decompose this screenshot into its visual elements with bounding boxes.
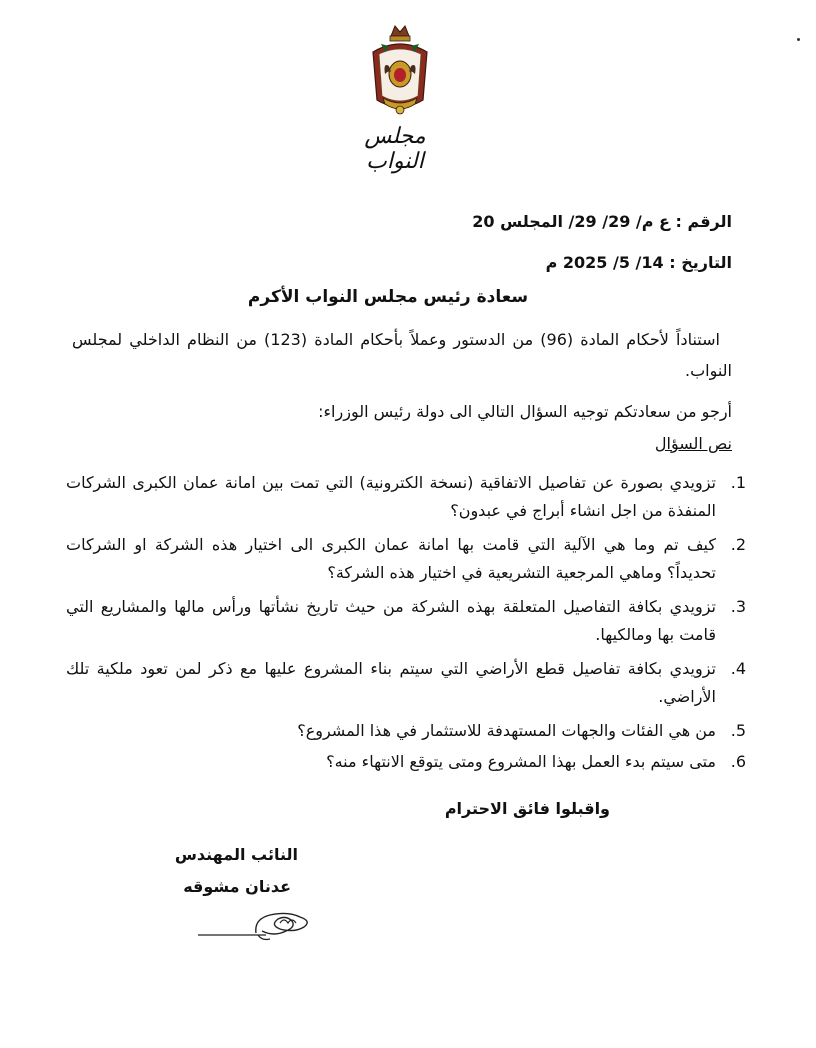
question-number: 5. — [730, 721, 746, 740]
question-item — [66, 717, 746, 745]
question-item — [66, 655, 746, 711]
question-number: 2. — [730, 535, 746, 554]
question-text: تزويدي بصورة عن تفاصيل الاتفاقية (نسخة الكترونية) التي تمت بين امانة عمان الكبرى الشركات المنفذة من اجل انشاء أبراج في عبدون؟ — [66, 473, 716, 520]
question-text: تزويدي بكافة التفاصيل المتعلقة بهذه الشركة من حيث تاريخ نشأتها ورأس مالها والمشاريع التي قامت بها ومالكيها. — [66, 597, 716, 644]
salutation: سعادة رئيس مجلس النواب الأكرم — [247, 287, 529, 307]
council-name-calligraphy: مجلس النواب — [364, 124, 426, 174]
jordan-royal-crest-icon — [365, 22, 435, 122]
question-number: 4. — [730, 659, 746, 678]
signatory-name: عدنان مشوقه — [183, 877, 291, 896]
scan-speck — [797, 38, 800, 41]
question-text: متى سيتم بدء العمل بهذا المشروع ومتى يتوقع الانتهاء منه؟ — [326, 752, 716, 771]
question-number: 3. — [730, 597, 746, 616]
question-number: 1. — [730, 473, 746, 492]
document-date: التاريخ : 14/ 5/ 2025 م — [545, 253, 732, 272]
question-number: 6. — [730, 752, 746, 771]
question-text: من هي الفئات والجهات المستهدفة للاستثمار في هذا المشروع؟ — [297, 721, 716, 740]
question-text: كيف تم وما هي الآلية التي قامت بها امانة عمان الكبرى الى اختيار هذه الشركة او الشركات تحديداً؟ وماهي المرجعية التشريعية في اختيار هذه الشركة؟ — [66, 535, 716, 582]
question-item — [66, 593, 746, 649]
question-text: تزويدي بكافة تفاصيل قطع الأراضي التي سيتم بناء المشروع عليها مع ذكر لمن تعود ملكية تلك الأراضي. — [66, 659, 716, 706]
question-item — [66, 748, 746, 776]
question-item — [66, 469, 746, 525]
questions-list — [66, 469, 746, 779]
closing-line: واقبلوا فائق الاحترام — [444, 799, 610, 818]
question-item — [66, 531, 746, 587]
request-paragraph: أرجو من سعادتكم توجيه السؤال التالي الى دولة رئيس الوزراء: — [318, 402, 732, 421]
reference-number: الرقم : ع م/ 29/ 29/ المجلس 20 — [472, 212, 732, 231]
questions-heading: نص السؤال — [654, 434, 732, 453]
intro-paragraph: استناداً لأحكام المادة (96) من الدستور وعملاً بأحكام المادة (123) من النظام الداخلي لمجلس النواب. — [72, 330, 732, 380]
signatory-title: النائب المهندس — [174, 845, 298, 864]
handwritten-signature — [196, 905, 326, 945]
